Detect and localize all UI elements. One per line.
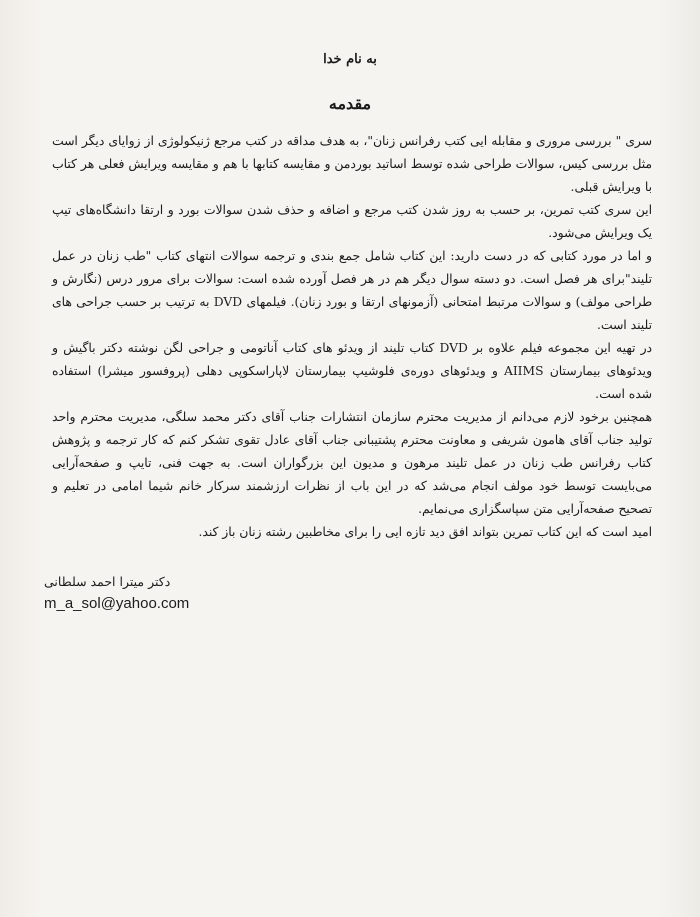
preface-body: [52, 130, 652, 544]
paragraph-2: این سری کتب تمرین، بر حسب به روز شدن کتب مرجع و اضافه و حذف شدن سوالات بورد و ارتقا دانشگاه‌های تیپ یک ویرایش می‌شود.: [52, 203, 652, 240]
paragraph-3: و اما در مورد کتابی که در دست دارید: این کتاب شامل جمع بندی و ترجمه سوالات انتهای کتاب "طب زنان در عمل تلیند"برای هر فصل است. دو دسته سوال دیگر هم در هر فصل آورده شده است: سوالات برای مرور درس (نگارش و طراحی مولف) و سوالات مرتبط امتحانی (آزمونهای ارتقا و بورد زنان). فیلمهای DVD به ترتیب بر حسب جراحی های تلیند است.: [52, 249, 653, 332]
paragraph-1: سری " بررسی مروری و مقابله ایی کتب رفرانس زنان"، به هدف مداقه در کتب مرجع ژنیکولوژی از زوایای دیگر است مثل بررسی کیس، سوالات طراحی شده توسط اساتید بوردمن و مقایسه کتابها با هم و مقایسه ویرایش فعلی هر کتاب با ویرایش قبلی.: [52, 134, 652, 194]
author-email: m_a_sol@yahoo.com: [44, 595, 190, 612]
paragraph-5: همچنین برخود لازم می‌دانم از مدیریت محترم سازمان انتشارات جناب آقای دکتر محمد سلگی، مدیریت محترم واحد تولید جناب آقای هامون شریفی و معاونت محترم پشتیبانی جناب آقای عادل تقوی تشکر کنم که کار ترجمه و پژوهش کتاب رفرانس طب زنان در عمل تلیند مرهون و مدیون این بزرگواران است. به جهت فنی، تایپ و صفحه‌آرایی می‌بایست توسط خود مولف انجام می‌شد که در این باب از نظرات ارزشمند سرکار خانم شیما امامی در تعلیم و تصحیح صفحه‌آرایی متن سپاسگزاری می‌نمایم.: [52, 410, 652, 516]
paragraph-4: در تهیه این مجموعه فیلم علاوه بر DVD کتاب تلیند از ویدئو های کتاب آناتومی و جراحی لگن نوشته دکتر باگیش و ویدئوهای بیمارستان AIIMS و ویدئوهای دوره‌ی فلوشیپ بیمارستان لاپاراسکوپی دهلی (پروفسور میشرا) استفاده شده است.: [52, 341, 653, 401]
paragraph-6: امید است که این کتاب تمرین بتواند افق دید تازه ایی را برای مخاطبین رشته زنان باز کند.: [198, 525, 652, 539]
page-title: مقدمه: [328, 94, 372, 113]
author-signature: [44, 570, 189, 614]
author-name: دکتر میترا احمد سلطانی: [44, 574, 171, 589]
basmala-header: به نام خدا: [323, 52, 377, 67]
